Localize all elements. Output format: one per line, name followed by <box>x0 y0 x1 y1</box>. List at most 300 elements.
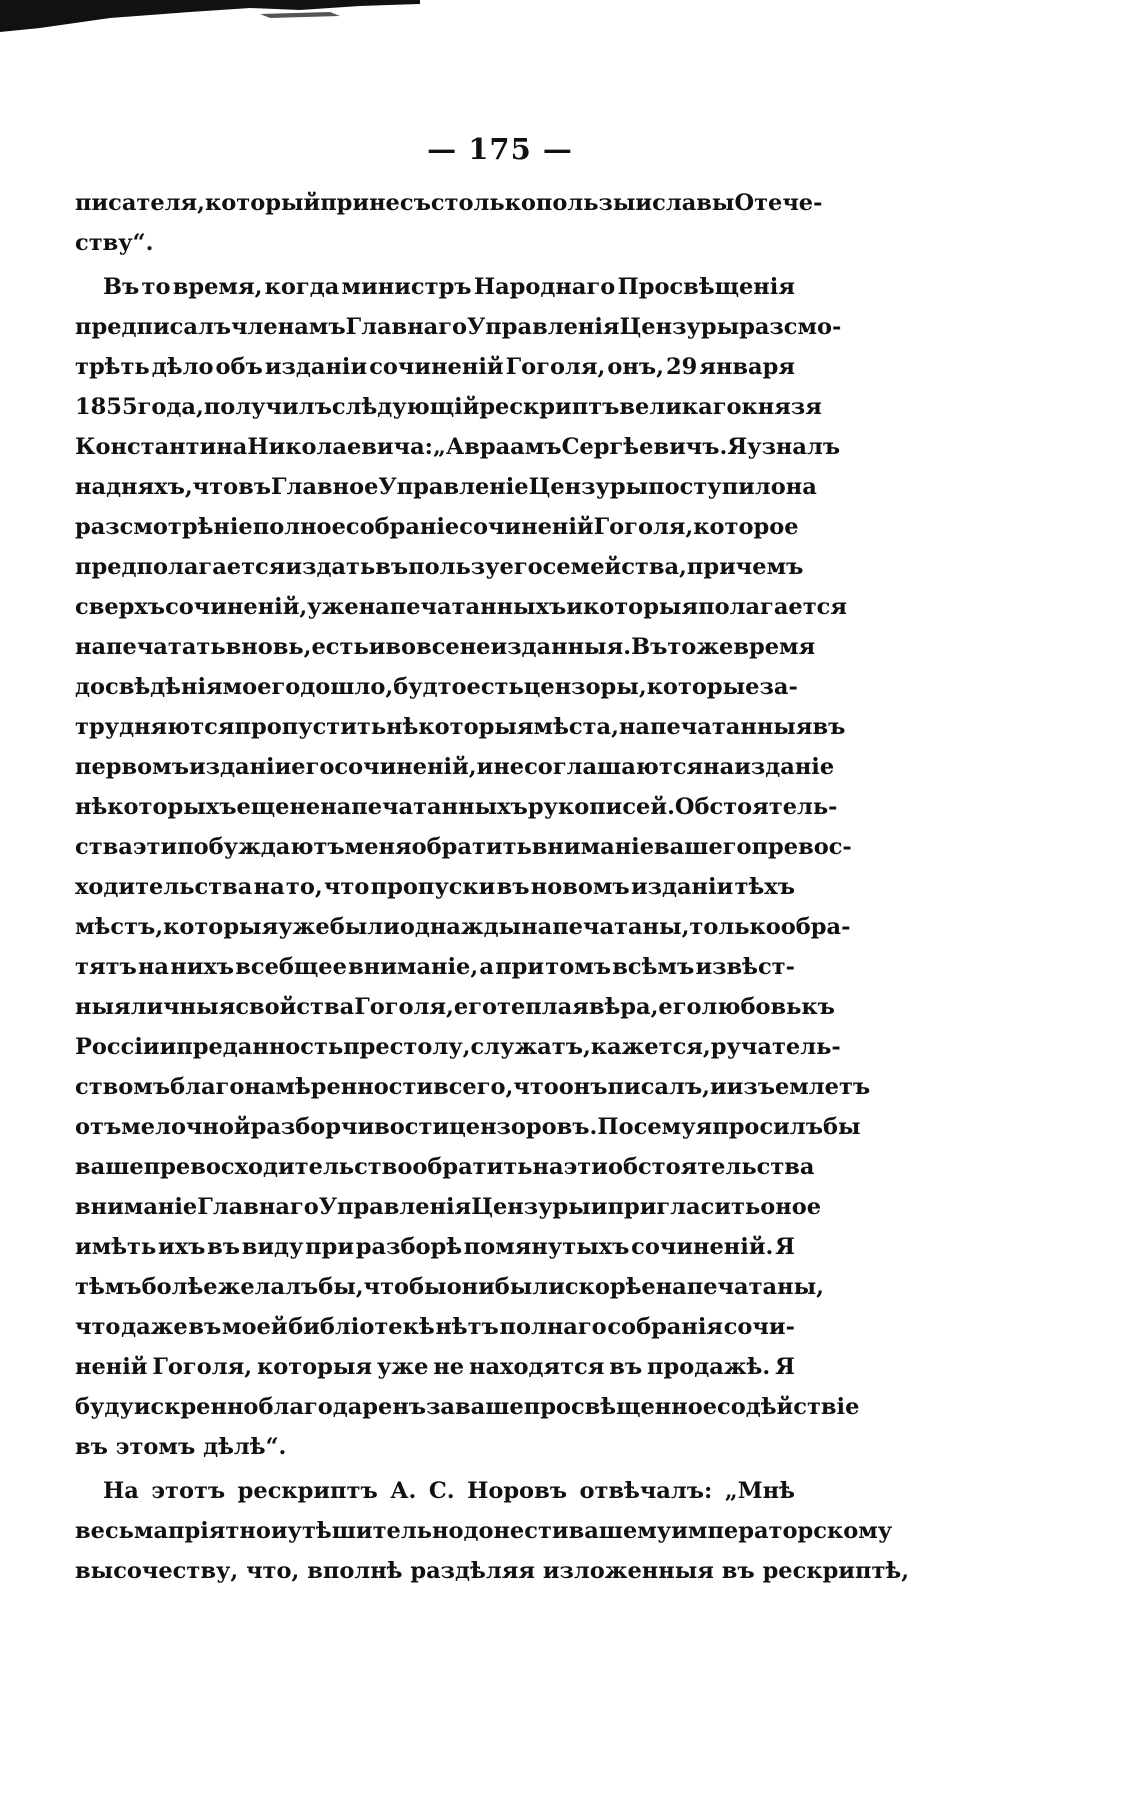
word: искренно <box>133 1394 259 1420</box>
text-line <box>75 587 847 627</box>
word: вновь, <box>225 634 312 660</box>
text-line <box>75 1027 841 1067</box>
word: томъ <box>545 954 612 980</box>
word: уже <box>376 1354 429 1380</box>
word: писалъ, <box>607 1074 710 1100</box>
paragraph <box>75 267 871 1467</box>
word: Сергѣевичъ. <box>561 434 728 460</box>
word: его <box>658 994 702 1020</box>
text-line <box>75 667 798 707</box>
word: въ <box>812 714 846 740</box>
text-line <box>75 1471 795 1511</box>
word: и <box>270 1518 288 1544</box>
word: 1855 <box>75 394 138 420</box>
word: полагается <box>698 594 847 620</box>
word: вѣра, <box>588 994 659 1020</box>
word: мѣста, <box>533 714 619 740</box>
word: ручатель- <box>710 1034 841 1060</box>
body-text <box>75 183 910 1591</box>
word: пропустить <box>234 714 387 740</box>
word: даже <box>121 1314 188 1340</box>
word: на <box>703 754 735 780</box>
word: изданіи <box>188 754 292 780</box>
word: скорѣе <box>564 1274 656 1300</box>
word: Посему <box>597 1114 696 1140</box>
word: Я <box>775 1354 795 1380</box>
word: эти <box>563 1154 608 1180</box>
word: который <box>205 190 321 216</box>
word: то <box>667 634 697 660</box>
word: новомъ <box>530 874 630 900</box>
scan-edge-mark <box>0 0 420 34</box>
word: Цензуры <box>528 474 649 500</box>
word: Гоголя, <box>505 354 606 380</box>
word: къ <box>801 994 835 1020</box>
word: ныя <box>75 994 131 1020</box>
word: „Авраамъ <box>432 434 562 460</box>
word: мѣстъ, <box>75 914 164 940</box>
word: пользы <box>535 190 636 216</box>
word: находятся <box>469 1354 605 1380</box>
text-line <box>75 507 799 547</box>
word: неизданныя. <box>459 634 632 660</box>
word: время, <box>172 274 263 300</box>
word: разсмотрѣніе <box>75 514 253 540</box>
word: которыя <box>163 914 279 940</box>
word: что <box>513 1074 559 1100</box>
word: библіотекѣ <box>288 1314 435 1340</box>
word: первомъ <box>75 754 189 780</box>
word: вовсе <box>385 634 460 660</box>
word: въ <box>75 1434 108 1460</box>
paragraph <box>75 1471 910 1591</box>
word: буду <box>75 1394 134 1420</box>
word: что <box>192 474 239 500</box>
word: есть <box>311 634 369 660</box>
text-line <box>75 183 823 223</box>
word: сочиненій, <box>334 754 477 780</box>
text-line <box>75 1147 815 1187</box>
text-line <box>75 1067 871 1107</box>
word: вниманіе, <box>348 954 479 980</box>
text-line <box>75 1511 893 1551</box>
word: Въ <box>631 634 668 660</box>
word: которыя <box>582 594 699 620</box>
text-line <box>75 1347 795 1387</box>
word: Управленія <box>318 1194 472 1220</box>
word: въ <box>721 1558 755 1584</box>
text-line <box>75 427 841 467</box>
word: на <box>253 874 285 900</box>
word: вниманіе <box>75 1194 198 1220</box>
word: тятъ <box>75 954 137 980</box>
word: то, <box>285 874 323 900</box>
word: кажется, <box>590 1034 711 1060</box>
word: ству“. <box>75 230 154 256</box>
word: уже <box>278 914 330 940</box>
word: и <box>590 1194 608 1220</box>
word: сочиненій. <box>631 1234 774 1260</box>
word: Цензуры <box>471 1194 591 1220</box>
word: еще <box>236 794 290 820</box>
word: ваше <box>75 1154 144 1180</box>
text-line <box>75 947 795 987</box>
word: года, <box>137 394 204 420</box>
word: меня <box>344 834 412 860</box>
word: помянутыхъ <box>463 1234 630 1260</box>
word: изданіе <box>734 754 835 780</box>
text-line <box>75 627 816 667</box>
word: собранія <box>607 1314 724 1340</box>
word: высочеству, <box>75 1558 239 1584</box>
word: пригласить <box>607 1194 761 1220</box>
word: Константина <box>75 434 248 460</box>
word: свойства <box>235 994 355 1020</box>
word: пропуски <box>370 874 496 900</box>
word: ства <box>75 834 133 860</box>
word: которыя <box>256 1354 373 1380</box>
word: 29 <box>665 354 698 380</box>
word: моего <box>222 674 301 700</box>
word: весьма <box>75 1518 169 1544</box>
word: утѣшительно <box>287 1518 464 1544</box>
word: донести <box>463 1518 569 1544</box>
word: за- <box>759 674 798 700</box>
word: не <box>493 754 525 780</box>
word: въ <box>609 1354 643 1380</box>
word: князя <box>741 394 822 420</box>
word: нѣкоторыхъ <box>75 794 237 820</box>
word: отъ <box>75 1114 122 1140</box>
word: изложенныя <box>542 1558 714 1584</box>
word: полнаго <box>499 1314 607 1340</box>
word: тѣмъ <box>75 1274 142 1300</box>
word: слѣдующій <box>331 394 480 420</box>
word: января <box>699 354 795 380</box>
word: ненапечатанныхъ <box>289 794 528 820</box>
word: не <box>433 1354 465 1380</box>
word: столько <box>430 190 536 216</box>
text-line <box>75 1551 910 1591</box>
word: были <box>494 1274 565 1300</box>
text-line <box>75 707 846 747</box>
word: продажѣ. <box>647 1354 771 1380</box>
word: принесъ <box>320 190 431 216</box>
word: трудняются <box>75 714 235 740</box>
word: благонамѣренности <box>170 1074 434 1100</box>
word: вниманіе <box>531 834 655 860</box>
word: писателя, <box>75 190 206 216</box>
word: на <box>75 474 107 500</box>
word: разборчивости <box>250 1114 450 1140</box>
word: напечатанныя <box>618 714 813 740</box>
word: однажды <box>399 914 522 940</box>
word: на <box>532 1154 564 1180</box>
word: разборѣ <box>355 1234 463 1260</box>
text-line <box>75 867 795 907</box>
word: рескриптѣ, <box>762 1558 910 1584</box>
word: Я <box>727 434 748 460</box>
word: личныя <box>130 994 236 1020</box>
word: Гоголя, <box>593 514 694 540</box>
word: его <box>453 994 498 1020</box>
word: мелочной <box>121 1114 251 1140</box>
word: сочи- <box>723 1314 795 1340</box>
word: будто <box>393 674 467 700</box>
text-line <box>75 987 835 1027</box>
text-line <box>75 467 817 507</box>
word: соглашаются <box>524 754 704 780</box>
word: этотъ <box>151 1478 226 1504</box>
text-line <box>75 1267 824 1307</box>
word: ствомъ <box>75 1074 171 1100</box>
word: превосходительство <box>143 1154 413 1180</box>
word: неній <box>75 1354 148 1380</box>
word: Управленія <box>467 314 620 340</box>
word: вполнѣ <box>307 1558 403 1584</box>
word: оное <box>760 1194 822 1220</box>
word: благодаренъ <box>258 1394 427 1420</box>
word: которые <box>646 674 760 700</box>
word: узналъ <box>747 434 841 460</box>
word: пользу <box>408 554 500 580</box>
word: А. <box>390 1478 417 1504</box>
text-line <box>75 547 804 587</box>
word: Норовъ <box>467 1478 567 1504</box>
word: бы, <box>318 1274 364 1300</box>
word: ихъ <box>158 1234 206 1260</box>
word: ходительства <box>75 874 253 900</box>
text-line <box>75 827 852 867</box>
word: всебщее <box>235 954 347 980</box>
word: На <box>103 1478 139 1504</box>
word: нѣкоторыя <box>386 714 534 740</box>
word: я <box>695 1114 713 1140</box>
word: любовь <box>701 994 802 1020</box>
word: теплая <box>497 994 589 1020</box>
word: на <box>137 954 170 980</box>
word: издать <box>285 554 376 580</box>
word: и <box>635 190 653 216</box>
word: то <box>141 274 171 300</box>
word: и <box>566 594 583 620</box>
word: виду <box>241 1234 304 1260</box>
word: Россіи <box>75 1034 160 1060</box>
word: объ <box>215 354 263 380</box>
word: чтобы <box>363 1274 447 1300</box>
word: дошло, <box>300 674 394 700</box>
word: всего, <box>433 1074 514 1100</box>
word: пріятно <box>168 1518 271 1544</box>
word: поступило <box>648 474 786 500</box>
word: просвѣщенное <box>523 1394 718 1420</box>
word: вашего <box>654 834 752 860</box>
word: напечатанныхъ <box>358 594 567 620</box>
word: превос- <box>751 834 852 860</box>
word: которое <box>693 514 799 540</box>
word: получилъ <box>203 394 332 420</box>
word: что, <box>246 1558 300 1584</box>
word: они <box>446 1274 495 1300</box>
text-line <box>75 1427 795 1467</box>
word: сочиненій <box>459 514 594 540</box>
word: же <box>696 634 734 660</box>
word: есть <box>466 674 524 700</box>
word: въ <box>375 554 409 580</box>
word: „Мнѣ <box>724 1478 795 1504</box>
paragraph <box>75 183 823 263</box>
word: при <box>305 1234 355 1260</box>
word: тѣхъ <box>734 874 795 900</box>
word: ваше <box>455 1394 524 1420</box>
word: и <box>709 1074 727 1100</box>
word: бы <box>822 1114 861 1140</box>
word: великаго <box>619 394 742 420</box>
word: министръ <box>341 274 472 300</box>
word: въ <box>238 474 271 500</box>
word: онъ, <box>607 354 664 380</box>
word: Просвѣщенія <box>617 274 795 300</box>
word: уже <box>307 594 359 620</box>
word: раздѣляя <box>410 1558 535 1584</box>
word: когда <box>264 274 340 300</box>
word: Главнаго <box>345 314 468 340</box>
word: просилъ <box>712 1114 823 1140</box>
word: побуждаютъ <box>177 834 345 860</box>
word: отвѣчалъ: <box>579 1478 713 1504</box>
word: за <box>426 1394 456 1420</box>
word: онъ <box>558 1074 608 1100</box>
word: Гоголя, <box>152 1354 253 1380</box>
word: цензоровъ. <box>449 1114 598 1140</box>
word: Цензуры <box>619 314 740 340</box>
word: до <box>75 674 106 700</box>
word: дѣлѣ“. <box>203 1434 287 1460</box>
text-line <box>75 1187 822 1227</box>
word: Народнаго <box>473 274 616 300</box>
word: Отече- <box>734 190 823 216</box>
word: цензоры, <box>523 674 647 700</box>
word: рукописей. <box>527 794 675 820</box>
word: Въ <box>103 274 140 300</box>
word: напечатать <box>75 634 226 660</box>
word: членамъ <box>231 314 346 340</box>
word: дѣло <box>151 354 214 380</box>
text-line <box>75 307 842 347</box>
text-line <box>75 387 822 427</box>
word: моей <box>221 1314 288 1340</box>
word: что <box>75 1314 121 1340</box>
word: напечатаны, <box>655 1274 824 1300</box>
word: имѣть <box>75 1234 157 1260</box>
page-number: — 175 — <box>427 132 573 166</box>
word: престолу, <box>343 1034 471 1060</box>
text-line <box>75 747 835 787</box>
word: обра- <box>780 914 851 940</box>
word: Главнаго <box>197 1194 319 1220</box>
text-line <box>75 1387 860 1427</box>
word: Я <box>775 1234 795 1260</box>
word: изъемлетъ <box>726 1074 871 1100</box>
word: въ <box>207 1234 240 1260</box>
word: и <box>159 1034 177 1060</box>
word: служатъ, <box>470 1034 591 1060</box>
word: изданіи <box>264 354 368 380</box>
word: собраніе <box>345 514 460 540</box>
word: семейства, <box>542 554 687 580</box>
word: желалъ <box>217 1274 319 1300</box>
word: Главное <box>271 474 379 500</box>
word: С. <box>428 1478 455 1504</box>
word: дняхъ, <box>106 474 193 500</box>
word: рескриптъ <box>237 1478 378 1504</box>
word: эти <box>132 834 178 860</box>
word: его <box>291 754 335 780</box>
word: трѣть <box>75 354 150 380</box>
word: содѣйствіе <box>717 1394 860 1420</box>
word: сочиненій, <box>165 594 308 620</box>
text-line <box>75 1227 795 1267</box>
text-line <box>75 347 795 387</box>
word: нихъ <box>170 954 235 980</box>
word: время <box>733 634 816 660</box>
text-line <box>75 907 851 947</box>
word: славы <box>652 190 735 216</box>
word: императорскому <box>671 1518 893 1544</box>
word: предполагается <box>75 554 286 580</box>
word: обратить <box>412 1154 533 1180</box>
word: вашему <box>568 1518 672 1544</box>
word: обратить <box>411 834 532 860</box>
word: и <box>476 754 494 780</box>
word: изданіи <box>630 874 734 900</box>
word: нѣтъ <box>435 1314 499 1340</box>
word: были <box>329 914 400 940</box>
word: этомъ <box>115 1434 196 1460</box>
word: извѣст- <box>695 954 795 980</box>
word: рескриптъ <box>479 394 620 420</box>
word: въ <box>188 1314 222 1340</box>
word: сочиненій <box>369 354 504 380</box>
word: Обстоятель- <box>674 794 838 820</box>
word: его <box>499 554 543 580</box>
word: на <box>785 474 817 500</box>
word: Гоголя, <box>354 994 454 1020</box>
word: напечатаны, <box>521 914 690 940</box>
text-line <box>75 1107 861 1147</box>
word: предписалъ <box>75 314 232 340</box>
word: чемъ <box>735 554 804 580</box>
word: преданность <box>176 1034 344 1060</box>
word: обстоятельства <box>607 1154 815 1180</box>
word: полное <box>252 514 346 540</box>
word: въ <box>496 874 530 900</box>
text-line <box>75 1307 795 1347</box>
word: Управленіе <box>378 474 529 500</box>
word: всѣмъ <box>612 954 695 980</box>
word: сверхъ <box>75 594 166 620</box>
word: при <box>495 954 545 980</box>
word: свѣдѣнія <box>105 674 223 700</box>
word: разсмо- <box>739 314 842 340</box>
word: только <box>689 914 781 940</box>
text-line <box>75 267 795 307</box>
word: при <box>686 554 736 580</box>
text-line <box>75 787 838 827</box>
word: болѣе <box>141 1274 218 1300</box>
word: что <box>323 874 370 900</box>
word: а <box>479 954 494 980</box>
